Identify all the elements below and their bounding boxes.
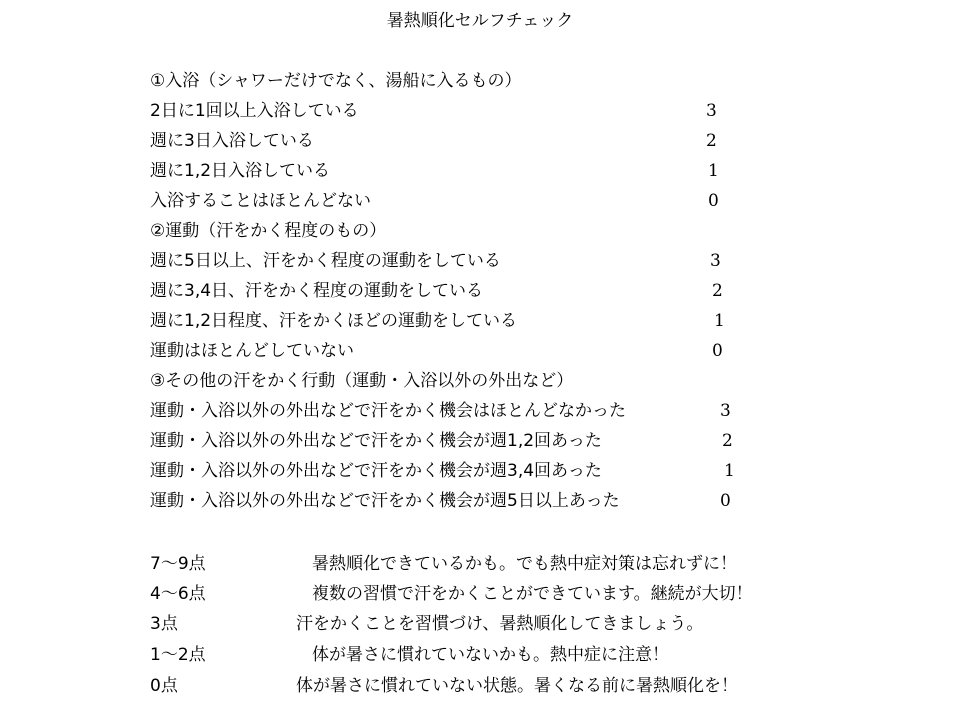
exercise-item-label: 週に1,2日程度、汗をかくほどの運動をしている: [150, 311, 518, 331]
other-item-label: 運動・入浴以外の外出などで汗をかく機会が週1,2回あった: [150, 431, 602, 451]
bathing-item-score: 3: [706, 101, 717, 121]
exercise-item-score: 0: [712, 341, 723, 361]
exercise-item-label: 運動はほとんどしていない: [150, 341, 354, 361]
exercise-item-score: 3: [710, 251, 721, 271]
other-item-score: 3: [720, 401, 731, 421]
result-advice: 体が暑さに慣れていないかも。熱中症に注意！: [312, 645, 669, 665]
bathing-item-score: 0: [708, 191, 719, 211]
result-advice: 体が暑さに慣れていない状態。暑くなる前に暑熱順化を！: [296, 676, 738, 696]
bathing-item-score: 2: [706, 131, 717, 151]
result-range: 0点: [150, 676, 178, 696]
section-heading-exercise: ②運動（汗をかく程度のもの）: [150, 221, 387, 241]
other-item-label: 運動・入浴以外の外出などで汗をかく機会はほとんどなかった: [150, 401, 626, 421]
page-title: 暑熱順化セルフチェック: [386, 11, 574, 31]
result-advice: 汗をかくことを習慣づけ、暑熱順化してきましょう。: [296, 614, 704, 634]
bathing-item-label: 週に1,2日入浴している: [150, 161, 331, 181]
other-item-score: 2: [722, 431, 733, 451]
bathing-item-label: 2日に1回以上入浴している: [150, 101, 359, 121]
other-item-label: 運動・入浴以外の外出などで汗をかく機会が週5日以上あった: [150, 491, 620, 511]
section-heading-other: ③その他の汗をかく行動（運動・入浴以外の外出など）: [150, 371, 574, 391]
result-range: 7〜9点: [150, 554, 206, 574]
result-range: 3点: [150, 614, 178, 634]
section-heading-bathing: ①入浴（シャワーだけでなく、湯船に入るもの）: [150, 71, 522, 91]
exercise-item-label: 週に5日以上、汗をかく程度の運動をしている: [150, 251, 501, 271]
other-item-score: 1: [724, 461, 735, 481]
result-range: 4〜6点: [150, 584, 206, 604]
exercise-item-score: 2: [712, 281, 723, 301]
exercise-item-score: 1: [714, 311, 725, 331]
other-item-score: 0: [720, 491, 731, 511]
result-range: 1〜2点: [150, 645, 206, 665]
bathing-item-label: 入浴することはほとんどない: [150, 191, 371, 211]
result-advice: 複数の習慣で汗をかくことができています。継続が大切！: [312, 584, 753, 604]
bathing-item-label: 週に3日入浴している: [150, 131, 314, 151]
result-advice: 暑熱順化できているかも。でも熱中症対策は忘れずに！: [312, 554, 737, 574]
other-item-label: 運動・入浴以外の外出などで汗をかく機会が週3,4回あった: [150, 461, 602, 481]
exercise-item-label: 週に3,4日、汗をかく程度の運動をしている: [150, 281, 484, 301]
bathing-item-score: 1: [708, 161, 719, 181]
